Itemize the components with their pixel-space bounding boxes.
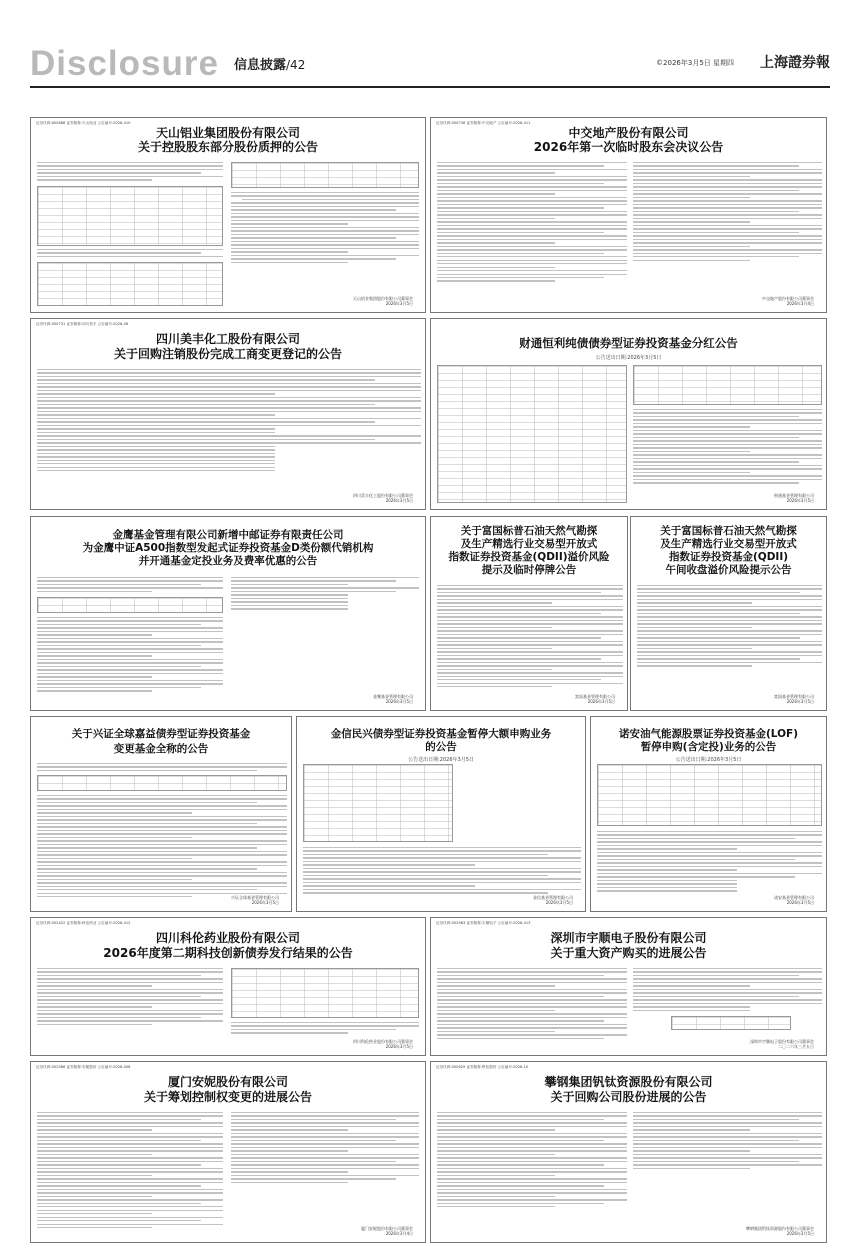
notice-title-line: 指数证券投资基金(QDII) (668, 551, 789, 563)
page-number: /42 (286, 58, 306, 72)
notice-title-line: 厦门安妮股份有限公司 (167, 1075, 288, 1089)
notice-release-date: 公告送出日期:2026年3月5日 (675, 757, 742, 763)
notice-title-line: 中交地产股份有限公司 (568, 126, 689, 140)
notice-footer: 攀钢集团钒钛资源股份有限公司董事会 2026年3月5日 (746, 1225, 814, 1237)
notice-code: 证券代码:000731 证券简称:四川美丰 公告编号:2026-08 (36, 322, 129, 326)
notice-title-line: 金信民兴债券型证券投资基金暂停大额申购业务 (330, 728, 552, 740)
notice-body (633, 1112, 822, 1171)
notice-title-line: 的公告 (425, 741, 457, 753)
notice-code: 证券代码:600888 证券简称:天山铝业 公告编号:2026-010 (36, 121, 131, 125)
notice-body (633, 968, 822, 1013)
notice-body (437, 1112, 627, 1210)
notice-code: 证券代码:002983 证券简称:宇顺电子 公告编号:2026-013 (436, 921, 531, 925)
notice-title-line: 暂停申购(含定投)业务的公告 (640, 741, 777, 753)
edition-date: ©2026年3月5日 星期四 (656, 59, 734, 67)
notice-title-line: 深圳市宇顺电子股份有限公司 (550, 931, 707, 945)
notice-body (37, 763, 287, 773)
notice-footer: 天山铝业集团股份有限公司董事会 2026年3月5日 (353, 295, 413, 307)
notice-title-line: 关于回购公司股份进展的公告 (550, 1090, 707, 1104)
notice-body (597, 831, 822, 894)
notice-title-line: 四川科伦药业股份有限公司 (155, 931, 300, 945)
notice-body (633, 162, 822, 263)
notice-title-line: 关于控股股东部分股份质押的公告 (137, 140, 318, 154)
notice-title-line: 关于筹划控制权变更的进展公告 (143, 1090, 312, 1104)
notice-body (231, 192, 419, 265)
notice-footer: 四川美丰化工股份有限公司董事会 2026年3月5日 (353, 492, 413, 504)
notice-zhongjiao (430, 117, 827, 313)
notice-title-line: 及生产精选行业交易型开放式 (460, 538, 598, 550)
fund-info-table (303, 764, 453, 842)
notice-title-line: 金鹰基金管理有限公司新增中邮证券有限责任公司 (112, 529, 344, 541)
notice-body (437, 968, 627, 1041)
notice-body (37, 577, 223, 594)
notice-title-line: 关于富国标普石油天然气勘探 (460, 525, 598, 537)
notice-footer: 四川科伦药业股份有限公司董事会 2026年3月5日 (353, 1038, 413, 1050)
notice-footer: 富国基金管理有限公司 2026年3月5日 (575, 693, 615, 705)
notice-title-line: 关于富国标普石油天然气勘探 (660, 525, 797, 537)
notice-body (37, 795, 287, 900)
notice-title-line: 诺安油气能源股票证券投资基金(LOF) (618, 728, 798, 740)
notice-footer: 财通基金管理有限公司 2026年3月5日 (774, 492, 814, 504)
notice-code: 证券代码:000736 证券简称:中交地产 公告编号:2026-011 (436, 121, 531, 125)
notice-jinxin-fund (296, 716, 586, 912)
notice-title-line: 关于兴证全球嘉益债券型证券投资基金 (71, 728, 251, 740)
notice-body (231, 1112, 419, 1185)
notice-meifeng (30, 318, 426, 510)
notice-release-date: 公告送出日期:2026年3月5日 (408, 757, 474, 763)
notice-caitong-fund (430, 318, 827, 510)
notice-body (303, 847, 581, 896)
notice-footer: 兴证全球基金管理有限公司 2026年3月5日 (231, 894, 279, 906)
section-name: 信息披露 (234, 58, 287, 73)
notice-title-line: 关于重大资产购买的进展公告 (550, 946, 707, 960)
notice-body (37, 1112, 223, 1230)
notice-title-line: 攀钢集团钒钛资源股份有限公司 (544, 1075, 713, 1089)
notice-body (633, 409, 822, 486)
fund-info-table (437, 365, 627, 503)
newspaper-logo: 上海證券報 (760, 55, 830, 71)
notice-kelun (30, 917, 426, 1056)
pledge-table (37, 262, 223, 306)
notice-footer: 厦门安妮股份有限公司董事会 2026年3月4日 (361, 1225, 413, 1237)
notice-footer: 金鹰基金管理有限公司 2026年3月5日 (373, 693, 413, 705)
fund-code-table (37, 597, 223, 613)
notice-body (37, 162, 223, 183)
notice-tianshan (30, 117, 426, 313)
notice-footer: 金信基金管理有限公司 2026年3月5日 (533, 894, 573, 906)
notice-title-line: 变更基金全称的公告 (113, 743, 209, 755)
notice-body (637, 585, 822, 669)
notice-body (231, 577, 419, 612)
pledge-table (37, 186, 223, 246)
notice-title-line: 2026年第一次临时股东会决议公告 (533, 140, 724, 154)
shareholding-table (231, 162, 419, 188)
notice-code: 证券代码:000629 证券简称:钒钛股份 公告编号:2026-10 (436, 1065, 529, 1069)
documents-table (671, 1016, 791, 1030)
notice-title-line: 午间收盘溢价风险提示公告 (665, 564, 792, 576)
notice-title-line: 四川美丰化工股份有限公司 (155, 332, 300, 346)
notice-panzhihua (430, 1061, 827, 1243)
notice-footer: 诺安基金管理有限公司 2026年3月5日 (774, 894, 814, 906)
notice-anni (30, 1061, 426, 1243)
notice-fuguo-suspension (430, 516, 628, 711)
notice-body (37, 968, 223, 1027)
notice-title-line: 2026年度第二期科技创新债券发行结果的公告 (103, 946, 353, 960)
notice-body (231, 1022, 419, 1036)
notice-title-line: 并开通基金定投业务及费率优惠的公告 (138, 555, 318, 567)
brand-title: Disclosure (30, 44, 219, 83)
notice-release-date: 公告送出日期:2026年3月5日 (595, 355, 662, 361)
notice-footer: 中交地产股份有限公司董事会 2026年3月4日 (762, 295, 814, 307)
notice-title-line: 及生产精选行业交易型开放式 (660, 538, 797, 550)
section-title (234, 54, 305, 73)
masthead-rule (30, 86, 830, 88)
notice-body (37, 249, 223, 259)
notice-body (37, 369, 421, 474)
notice-body (437, 162, 627, 284)
notice-fuguo-premium (630, 516, 827, 711)
notice-title-line: 关于回购注销股份完成工商变更登记的公告 (113, 347, 342, 361)
notice-title-line: 提示及临时停牌公告 (481, 564, 577, 576)
notice-jinying-fund (30, 516, 426, 711)
notice-body (437, 585, 623, 690)
dividend-table (633, 365, 822, 405)
notice-yushun (430, 917, 827, 1056)
notice-code: 证券代码:002422 证券简称:科伦药业 公告编号:2026-012 (36, 921, 131, 925)
notice-title-line: 天山铝业集团股份有限公司 (155, 126, 300, 140)
notice-code: 证券代码:002086 证券简称:安妮股份 公告编号:2026-008 (36, 1065, 131, 1069)
notice-title-line: 财通恒利纯债债券型证券投资基金分红公告 (519, 336, 738, 350)
notice-footer: 深圳市宇顺电子股份有限公司董事会 二〇二六年三月五日 (750, 1038, 814, 1050)
fund-name-table (37, 775, 287, 791)
notice-body (37, 617, 223, 694)
fund-info-table (597, 764, 822, 826)
notice-footer: 富国基金管理有限公司 2026年3月5日 (774, 693, 814, 705)
notice-title-line: 指数证券投资基金(QDII)溢价风险 (448, 551, 610, 563)
notice-xingzheng-fund (30, 716, 292, 912)
masthead (30, 44, 830, 84)
notice-nuoan-fund (590, 716, 827, 912)
notice-title-line: 为金鹰中证A500指数型发起式证券投资基金D类份额代销机构 (82, 542, 374, 554)
bond-issue-table (231, 968, 419, 1018)
